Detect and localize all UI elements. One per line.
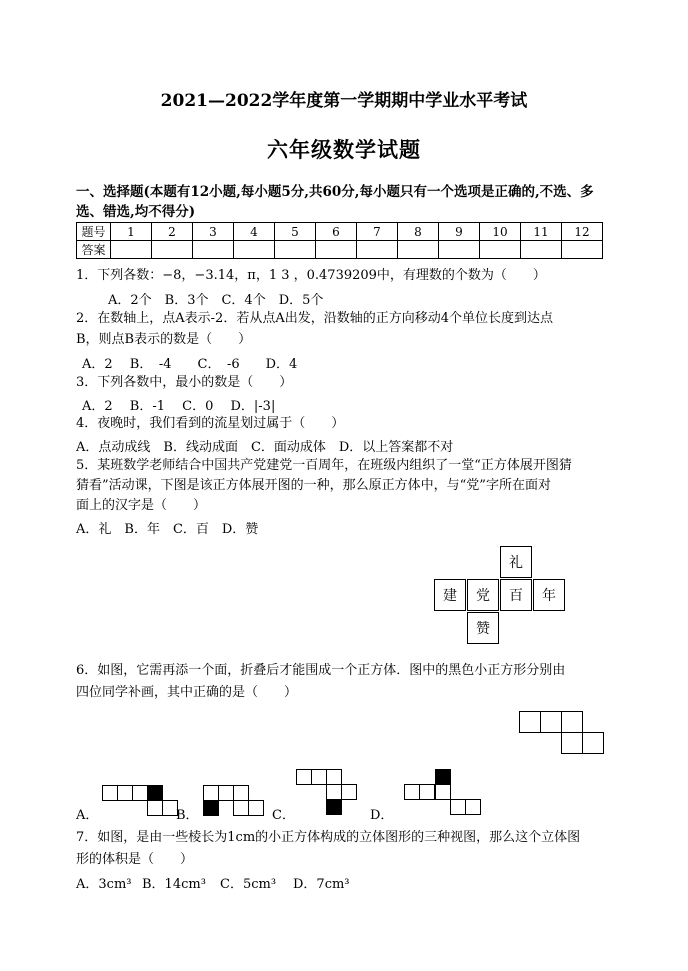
- option-square: [203, 785, 219, 801]
- option-square: [233, 785, 249, 801]
- row-label-answer: 答案: [77, 241, 111, 259]
- q5-options: A．礼 B．年 C．百 D．赞: [76, 522, 259, 537]
- section-heading: [76, 182, 616, 222]
- option-square: [132, 785, 148, 801]
- question-number-cell: 8: [398, 223, 439, 241]
- answer-cell[interactable]: [193, 241, 234, 259]
- answer-cell[interactable]: [439, 241, 480, 259]
- answer-table: [76, 222, 603, 259]
- q6-label-d: D．: [370, 808, 394, 823]
- q4-options: A．点动成线 B．线动成面 C．面动成体 D．以上答案都不对: [76, 440, 454, 455]
- q2-line2: B，则点B表示的数是（ ）: [76, 332, 252, 347]
- net-face: 建: [434, 579, 466, 611]
- q3-options: A．2 B．-1 C．0 D．|-3|: [82, 399, 276, 414]
- q2-options: A．2 B． -4 C． -6 D．4: [82, 357, 298, 372]
- exam-subtitle: 六年级数学试题: [267, 137, 421, 162]
- option-square: [435, 784, 451, 800]
- added-black-square: [203, 800, 219, 816]
- ref-square: [519, 711, 541, 733]
- option-square: [326, 784, 342, 800]
- q3-stem: 3．下列各数中，最小的数是（ ）: [76, 375, 293, 390]
- section-heading-line1: 一、选择题(本题有12小题,每小题5分,共60分,每小题只有一个选项是正确的,不选、多: [76, 184, 594, 200]
- net-face-bottom: 赞: [467, 612, 499, 644]
- q6-label-c: C．: [272, 808, 295, 823]
- option-square: [248, 800, 264, 816]
- ref-square: [561, 732, 583, 754]
- option-square: [218, 785, 234, 801]
- q1-options: A．2个 B．3个 C．4个 D．5个: [108, 293, 324, 308]
- option-square: [341, 784, 357, 800]
- question-number-cell: 5: [275, 223, 316, 241]
- q6-label-b: B．: [176, 808, 199, 823]
- option-square: [419, 784, 435, 800]
- q1-stem: 1．下列各数：−8，−3.14，π，1 3 ，0.4739209中，有理数的个数为（ ）: [76, 268, 546, 283]
- q7-line2: 形的体积是（ ）: [76, 852, 194, 867]
- q6-label-a: A．: [76, 808, 99, 823]
- question-number-cell: 11: [521, 223, 562, 241]
- option-square: [233, 800, 249, 816]
- q7-option-d: D．7cm³: [293, 877, 350, 892]
- ref-square: [582, 732, 604, 754]
- question-number-cell: 1: [111, 223, 152, 241]
- answer-cell[interactable]: [111, 241, 152, 259]
- q4-stem: 4．夜晚时，我们看到的流星划过属于（ ）: [76, 416, 345, 431]
- answer-cell[interactable]: [152, 241, 193, 259]
- question-number-cell: 9: [439, 223, 480, 241]
- question-number-cell: 6: [316, 223, 357, 241]
- ref-square: [561, 711, 583, 733]
- q6-line1: 6．如图，它需再添一个面，折叠后才能围成一个正方体．图中的黑色小正方形分别由: [76, 663, 566, 678]
- answer-cell[interactable]: [480, 241, 521, 259]
- section-heading-line2: 选、错选,均不得分): [76, 204, 196, 220]
- q7-option-b: B．14cm³: [142, 877, 206, 892]
- q5-line2: 猜看”活动课，下图是该正方体展开图的一种，那么原正方体中，与“党”字所在面对: [76, 478, 551, 493]
- q7-option-a: A．3cm³: [76, 877, 132, 892]
- question-number-cell: 7: [357, 223, 398, 241]
- added-black-square: [435, 769, 451, 785]
- question-number-cell: 2: [152, 223, 193, 241]
- q7-line1: 7．如图，是由一些棱长为1cm的小正方体构成的立体图形的三种视图，那么这个立体图: [76, 830, 581, 845]
- added-black-square: [147, 785, 163, 801]
- option-square: [404, 784, 420, 800]
- question-number-cell: 3: [193, 223, 234, 241]
- option-square: [147, 800, 163, 816]
- q7-option-c: C．5cm³: [220, 877, 277, 892]
- question-number-cell: 12: [562, 223, 603, 241]
- answer-cell[interactable]: [357, 241, 398, 259]
- answer-cell[interactable]: [521, 241, 562, 259]
- answer-cell[interactable]: [234, 241, 275, 259]
- row-label-question-number: 题号: [77, 223, 111, 241]
- q5-line3: 面上的汉字是（ ）: [76, 498, 207, 513]
- answer-cell[interactable]: [398, 241, 439, 259]
- net-face: 年: [533, 579, 565, 611]
- q5-line1: 5．某班数学老师结合中国共产党建党一百周年，在班级内组织了一堂“正方体展开图猜: [76, 458, 572, 473]
- answer-cell[interactable]: [562, 241, 603, 259]
- option-square: [296, 769, 312, 785]
- answer-table-answer-row: [77, 241, 603, 259]
- question-number-cell: 4: [234, 223, 275, 241]
- exam-title: 2021—2022学年度第一学期期中学业水平考试: [160, 91, 528, 111]
- option-square: [311, 769, 327, 785]
- option-square: [102, 785, 118, 801]
- net-face: 百: [500, 579, 532, 611]
- ref-square: [540, 711, 562, 733]
- answer-table-number-row: [77, 223, 603, 241]
- question-number-cell: 10: [480, 223, 521, 241]
- added-black-square: [326, 799, 342, 815]
- answer-cell[interactable]: [316, 241, 357, 259]
- net-face: 党: [467, 579, 499, 611]
- q2-line1: 2．在数轴上，点A表示-2．若从点A出发，沿数轴的正方向移动4个单位长度到达点: [76, 311, 553, 326]
- q6-line2: 四位同学补画，其中正确的是（ ）: [76, 685, 298, 700]
- option-square: [465, 799, 481, 815]
- net-face-top: 礼: [500, 546, 532, 578]
- option-square: [117, 785, 133, 801]
- option-square: [326, 769, 342, 785]
- option-square: [450, 799, 466, 815]
- answer-cell[interactable]: [275, 241, 316, 259]
